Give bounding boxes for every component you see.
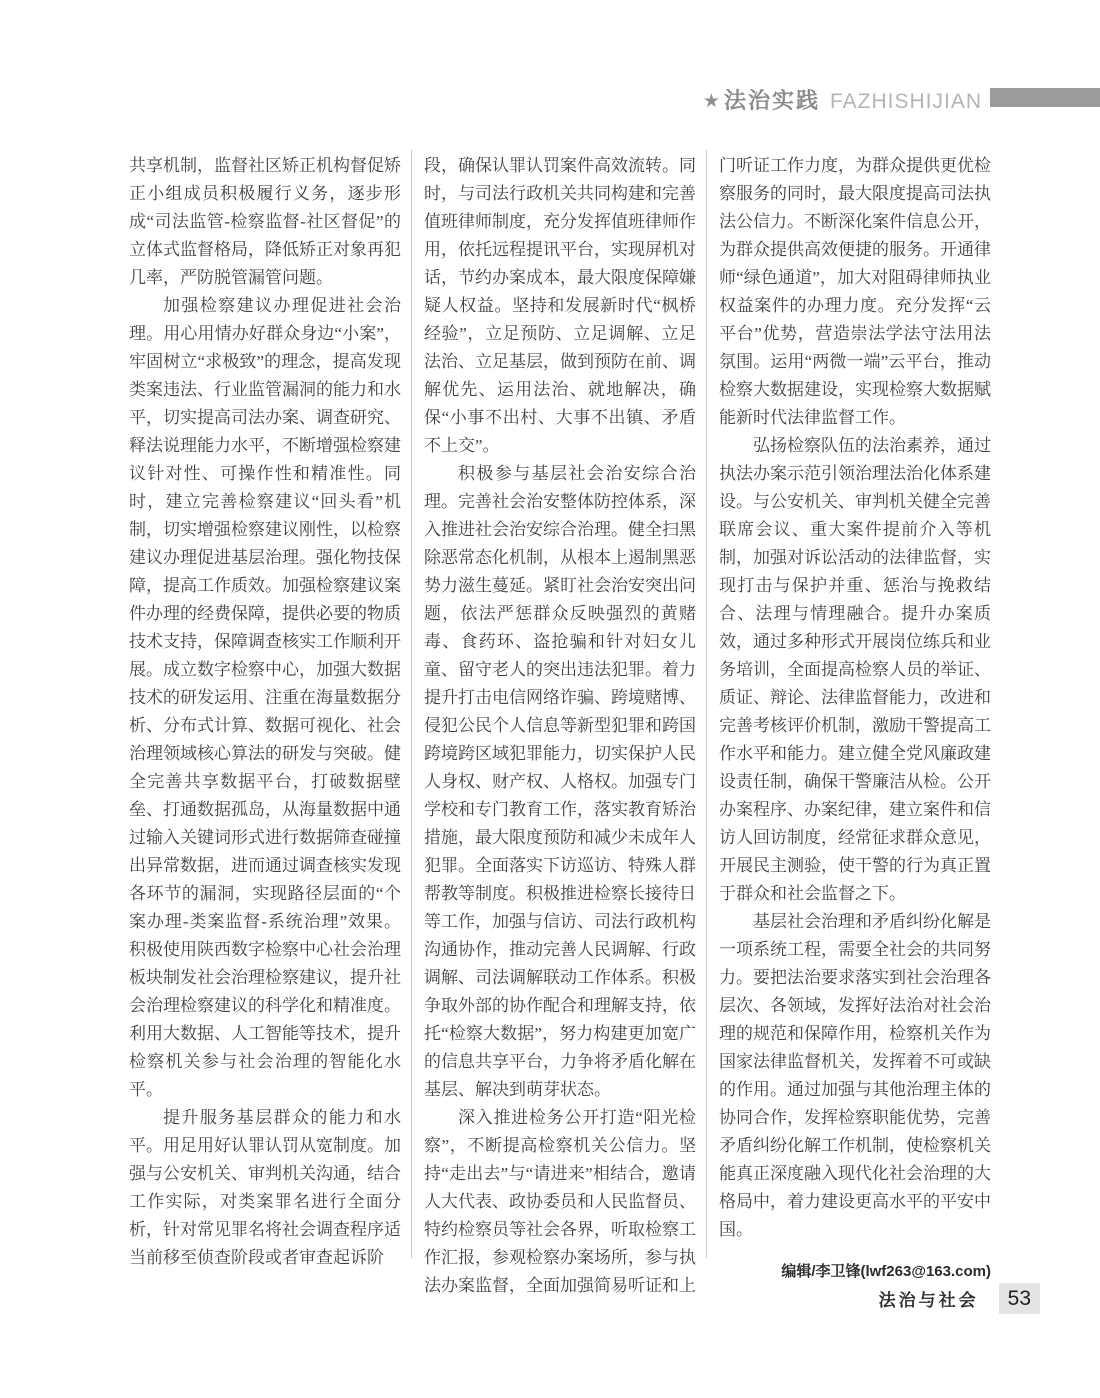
paragraph: 提升服务基层群众的能力和水平。用足用好认罪认罚从宽制度。加强与公安机关、审判机关沟通，结合工作实际，对类案罪名进行全面分析，针对常见罪名将社会调查程序适当前移至侦查阶段或者审查起诉阶 bbox=[129, 1108, 401, 1267]
section-header-text bbox=[703, 84, 982, 115]
page-number-badge: 53 bbox=[999, 1283, 1040, 1314]
paragraph: 基层社会治理和矛盾纠纷化解是一项系统工程，需要全社会的共同努力。要把法治要求落实到社会治理各层次、各领域，发挥好法治对社会治理的规范和保障作用，检察机关作为国家法律监督机关，发挥着不可或缺的作用。通过加强与其他治理主体的协同合作，发挥检察职能优势，完善矛盾纠纷化解工作机制，使检察机关能真正深度融入现代化社会治理的大格局中，着力建设更高水平的平安中国。 bbox=[719, 912, 991, 1239]
journal-name: 法治与社会 bbox=[878, 1291, 979, 1310]
paragraph: 加强检察建议办理促进社会治理。用心用情办好群众身边“小案”，牢固树立“求极致”的理念，提高发现类案违法、行业监管漏洞的能力和水平，切实提高司法办案、调查研究、释法说理能力水平，不断增强检察建议针对性、可操作性和精准性。同时，建立完善检察建议“回头看”机制，切实增强检察建议刚性，以检察建议办理促进基层治理。强化物技保障，提高工作质效。加强检察建议案件办理的经费保障，提供必要的物质技术支持，保障调查核实工作顺利开展。成立数字检察中心，加强大数据技术的研发运用、注重在海量数据分析、分布式计算、数据可视化、社会治理领域核心算法的研发与突破。健全完善共享数据平台，打破数据壁垒、打通数据孤岛，从海量数据中通过输入关键词形式进行数据筛查碰撞出异常数据，进而通过调查核实发现各环节的漏洞，实现路径层面的“个案办理-类案监督-系统治理”效果。积极使用陕西数字检察中心社会治理板块制发社会治理检察建议，提升社会治理检察建议的科学化和精准度。利用大数据、人工智能等技术，提升检察机关参与社会治理的智能化水平。 bbox=[129, 296, 401, 1099]
article-column-3 bbox=[719, 152, 991, 1286]
section-title-cn: 法治实践 bbox=[723, 88, 820, 113]
section-header bbox=[0, 84, 1100, 113]
page-footer bbox=[879, 1283, 1040, 1314]
paragraph: 深入推进检务公开打造“阳光检察”，不断提高检察机关公信力。坚持“走出去”与“请进来”相结合，邀请人大代表、政协委员和人民监督员、特约检察员等社会各界，听取检察工作汇报，参观检察办案场所，参与执法办案监督，全面加强简易听证和上 bbox=[424, 1108, 696, 1295]
article-column-1 bbox=[129, 152, 401, 1272]
paragraph: 门听证工作力度，为群众提供更优检察服务的同时，最大限度提高司法执法公信力。不断深化案件信息公开，为群众提供高效便捷的服务。开通律师“绿色通道”，加大对阻碍律师执业权益案件的办理力度。充分发挥“云平台”优势，营造崇法学法守法用法氛围。运用“两微一端”云平台，推动检察大数据建设，实现检察大数据赋能新时代法律监督工作。 bbox=[719, 156, 991, 427]
paragraph: 段，确保认罪认罚案件高效流转。同时，与司法行政机关共同构建和完善值班律师制度，充分发挥值班律师作用，依托远程提讯平台，实现屏机对话，节约办案成本，最大限度保障嫌疑人权益。坚持和发展新时代“枫桥经验”，立足预防、立足调解、立足法治、立足基层，做到预防在前、调解优先、运用法治、就地解决，确保“小事不出村、大事不出镇、矛盾不上交”。 bbox=[424, 156, 696, 455]
column-divider bbox=[411, 150, 412, 1258]
article-column-2 bbox=[424, 152, 696, 1300]
editor-credit: 编辑/李卫锋(lwf263@163.com) bbox=[781, 1263, 991, 1280]
paragraph: 积极参与基层社会治安综合治理。完善社会治安整体防控体系，深入推进社会治安综合治理。健全扫黑除恶常态化机制，从根本上遏制黑恶势力滋生蔓延。紧盯社会治安突出问题，依法严惩群众反映强烈的黄赌毒、食药环、盗抢骗和针对妇女儿童、留守老人的突出违法犯罪。着力提升打击电信网络诈骗、跨境赌博、侵犯公民个人信息等新型犯罪和跨国跨境跨区域犯罪能力，切实保护人民人身权、财产权、人格权。加强专门学校和专门教育工作，落实教育矫治措施，最大限度预防和减少未成年人犯罪。全面落实下访巡访、特殊人群帮教等制度。积极推进检察长接待日等工作，加强与信访、司法行政机构沟通协作，推动完善人民调解、行政调解、司法调解联动工作体系。积极争取外部的协作配合和理解支持，依托“检察大数据”，努力构建更加宽广的信息共享平台，力争将矛盾化解在基层、解决到萌芽状态。 bbox=[424, 464, 696, 1099]
paragraph: 弘扬检察队伍的法治素养，通过执法办案示范引领治理法治化体系建设。与公安机关、审判机关健全完善联席会议、重大案件提前介入等机制，加强对诉讼活动的法律监督，实现打击与保护并重、惩治与挽救结合、法理与情理融合。提升办案质效，通过多种形式开展岗位练兵和业务培训，全面提高检察人员的举证、质证、辩论、法律监督能力，改进和完善考核评价机制，激励干警提高工作水平和能力。建立健全党风廉政建设责任制，确保干警廉洁从检。公开办案程序、办案纪律，建立案件和信访人回访制度，经常征求群众意见，开展民主测验，使干警的行为真正置于群众和社会监督之下。 bbox=[719, 436, 991, 903]
section-title-pinyin: FAZHISHIJIAN bbox=[829, 90, 982, 113]
column-divider bbox=[706, 150, 707, 1258]
star-icon: ★ bbox=[702, 91, 720, 112]
paragraph: 共享机制，监督社区矫正机构督促矫正小组成员积极履行义务，逐步形成“司法监管-检察监督-社区督促”的立体式监督格局，降低矫正对象再犯几率，严防脱管漏管问题。 bbox=[129, 156, 401, 287]
header-bar bbox=[990, 88, 1100, 107]
